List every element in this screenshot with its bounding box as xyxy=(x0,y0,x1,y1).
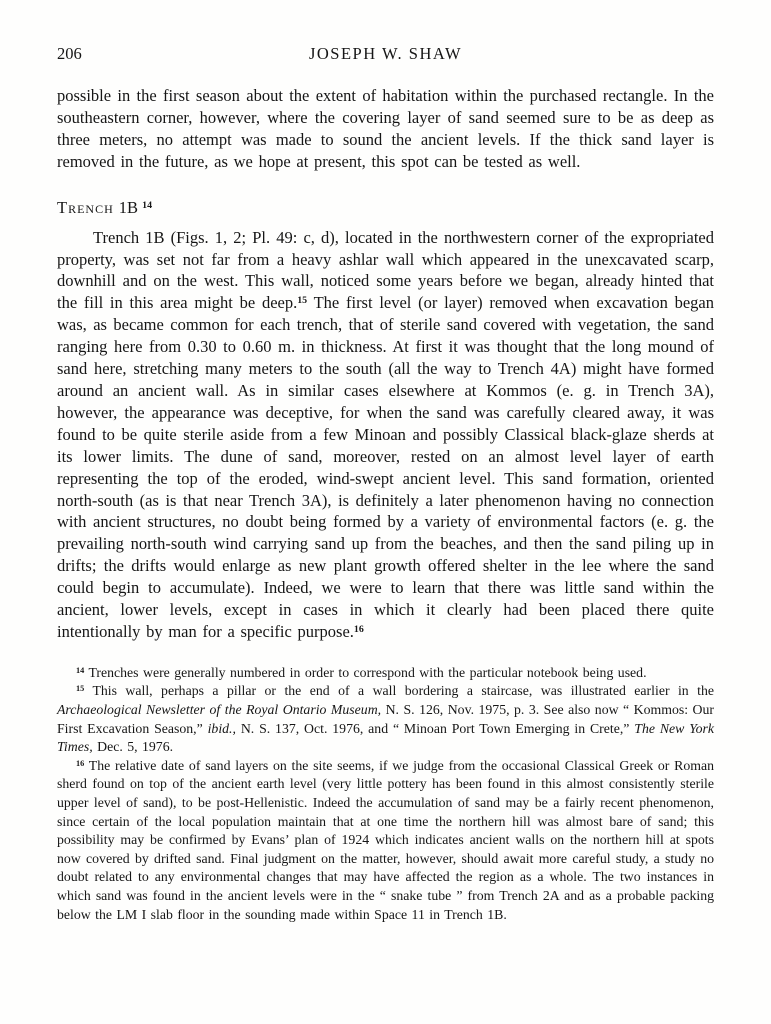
running-header xyxy=(57,44,714,64)
footnotes-section xyxy=(57,664,714,924)
paragraph-continuation: possible in the first season about the extent of habitation within the purchased rectangle. In the southeastern corner, however, where the covering layer of sand seemed sure to be as deep as three meters, no attempt was made to sound the ancient levels. If the thick sand layer is removed in the future, as we hope at present, this spot can be tested as well. xyxy=(57,86,714,171)
section-heading-footnote-ref: 14 xyxy=(142,199,153,211)
footnote-15: $^{15}$ This wall, perhaps a pillar or the end of a wall bordering a staircase, was illustrated earlier in the Archaeological Newsletter of the Royal Ontario Museum, N. S. 126, Nov. 1975, p. 3. See also now “ Kommos: Our First Excavation Season,” ibid., N. S. 137, Oct. 1976, and “ Minoan Port Town Emerging in Crete,” The New York Times, Dec. 5, 1976. xyxy=(57,683,715,755)
section-heading xyxy=(57,198,714,218)
footnote-16: $^{16}$ The relative date of sand layers on the site seems, if we judge from the occasional Classical Greek or Roman sherd found on top of the ancient earth level (very little pottery has been found in this almost consistently sterile upper level of sand), to be post-Hellenistic. Indeed the accumulation of sand may be a fairly recent phenomenon, since certain of the local population maintain that at one time the northern hill was almost bare of sand; this possibility may be confirmed by Evans’ plan of 1924 which indicates ancient walls on the northern hill at spots now covered by drifted sand. Final judgment on the matter, however, should await more careful study, a study no doubt related to any environmental changes that may have affected the region as a whole. The two instances in which sand was found in the ancient levels were in the “ snake tube ” from Trench 2A and as a probable packing below the LM I slab floor in the sounding made within Space 11 in Trench 1B. xyxy=(57,757,714,922)
page-number: 206 xyxy=(57,44,82,63)
footnote-14: $^{14}$ Trenches were generally numbered in order to correspond with the particular notebook being used. xyxy=(76,664,647,680)
section-heading-trench-id: 1B xyxy=(118,197,139,217)
section-heading-word: Trench xyxy=(57,197,114,217)
running-title: JOSEPH W. SHAW xyxy=(308,44,463,63)
paragraph-trench-1b: Trench 1B (Figs. 1, 2; Pl. 49: c, d), located in the northwestern corner of the expropriated property, was set not far from a heavy ashlar wall which appeared in the unexcavated scarp, downhill and on the west. This wall, noticed some years before we began, already hinted that the fill in this area might be deep.$^{15}$ The first level (or layer) removed when excavation began was, as became common for each trench, that of sterile sand covered with vegetation, the sand ranging here from 0.30 to 0.60 m. in thickness. At first it was thought that the long mound of sand here, stretching many meters to the south (all the way to Trench 4A) might have formed around an ancient wall. As in similar cases elsewhere at Kommos (e. g. in Trench 3A), however, the appearance was deceptive, for when the sand was carefully cleared away, it was found to be quite sterile aside from a few Minoan and possibly Classical black-glaze sherds at its lower limits. The dune of sand, moreover, rested on an almost level layer of earth representing the top of the eroded, wind-swept ancient level. This sand formation, oriented north-south (as is that near Trench 3A), is definitely a later phenomenon having no connection with ancient structures, no doubt being formed by a variety of environmental factors (e. g. the prevailing north-south wind carrying sand up from the beaches, and then the sand piling up in drifts; the drifts would enlarge as new plant growth offered shelter in the lee where the sand could begin to accumulate). Indeed, we were to learn that there was little sand within the ancient, lower levels, except in cases in which it clearly had been placed there quite intentionally by man for a specific purpose.$^{16}$ xyxy=(57,227,715,641)
